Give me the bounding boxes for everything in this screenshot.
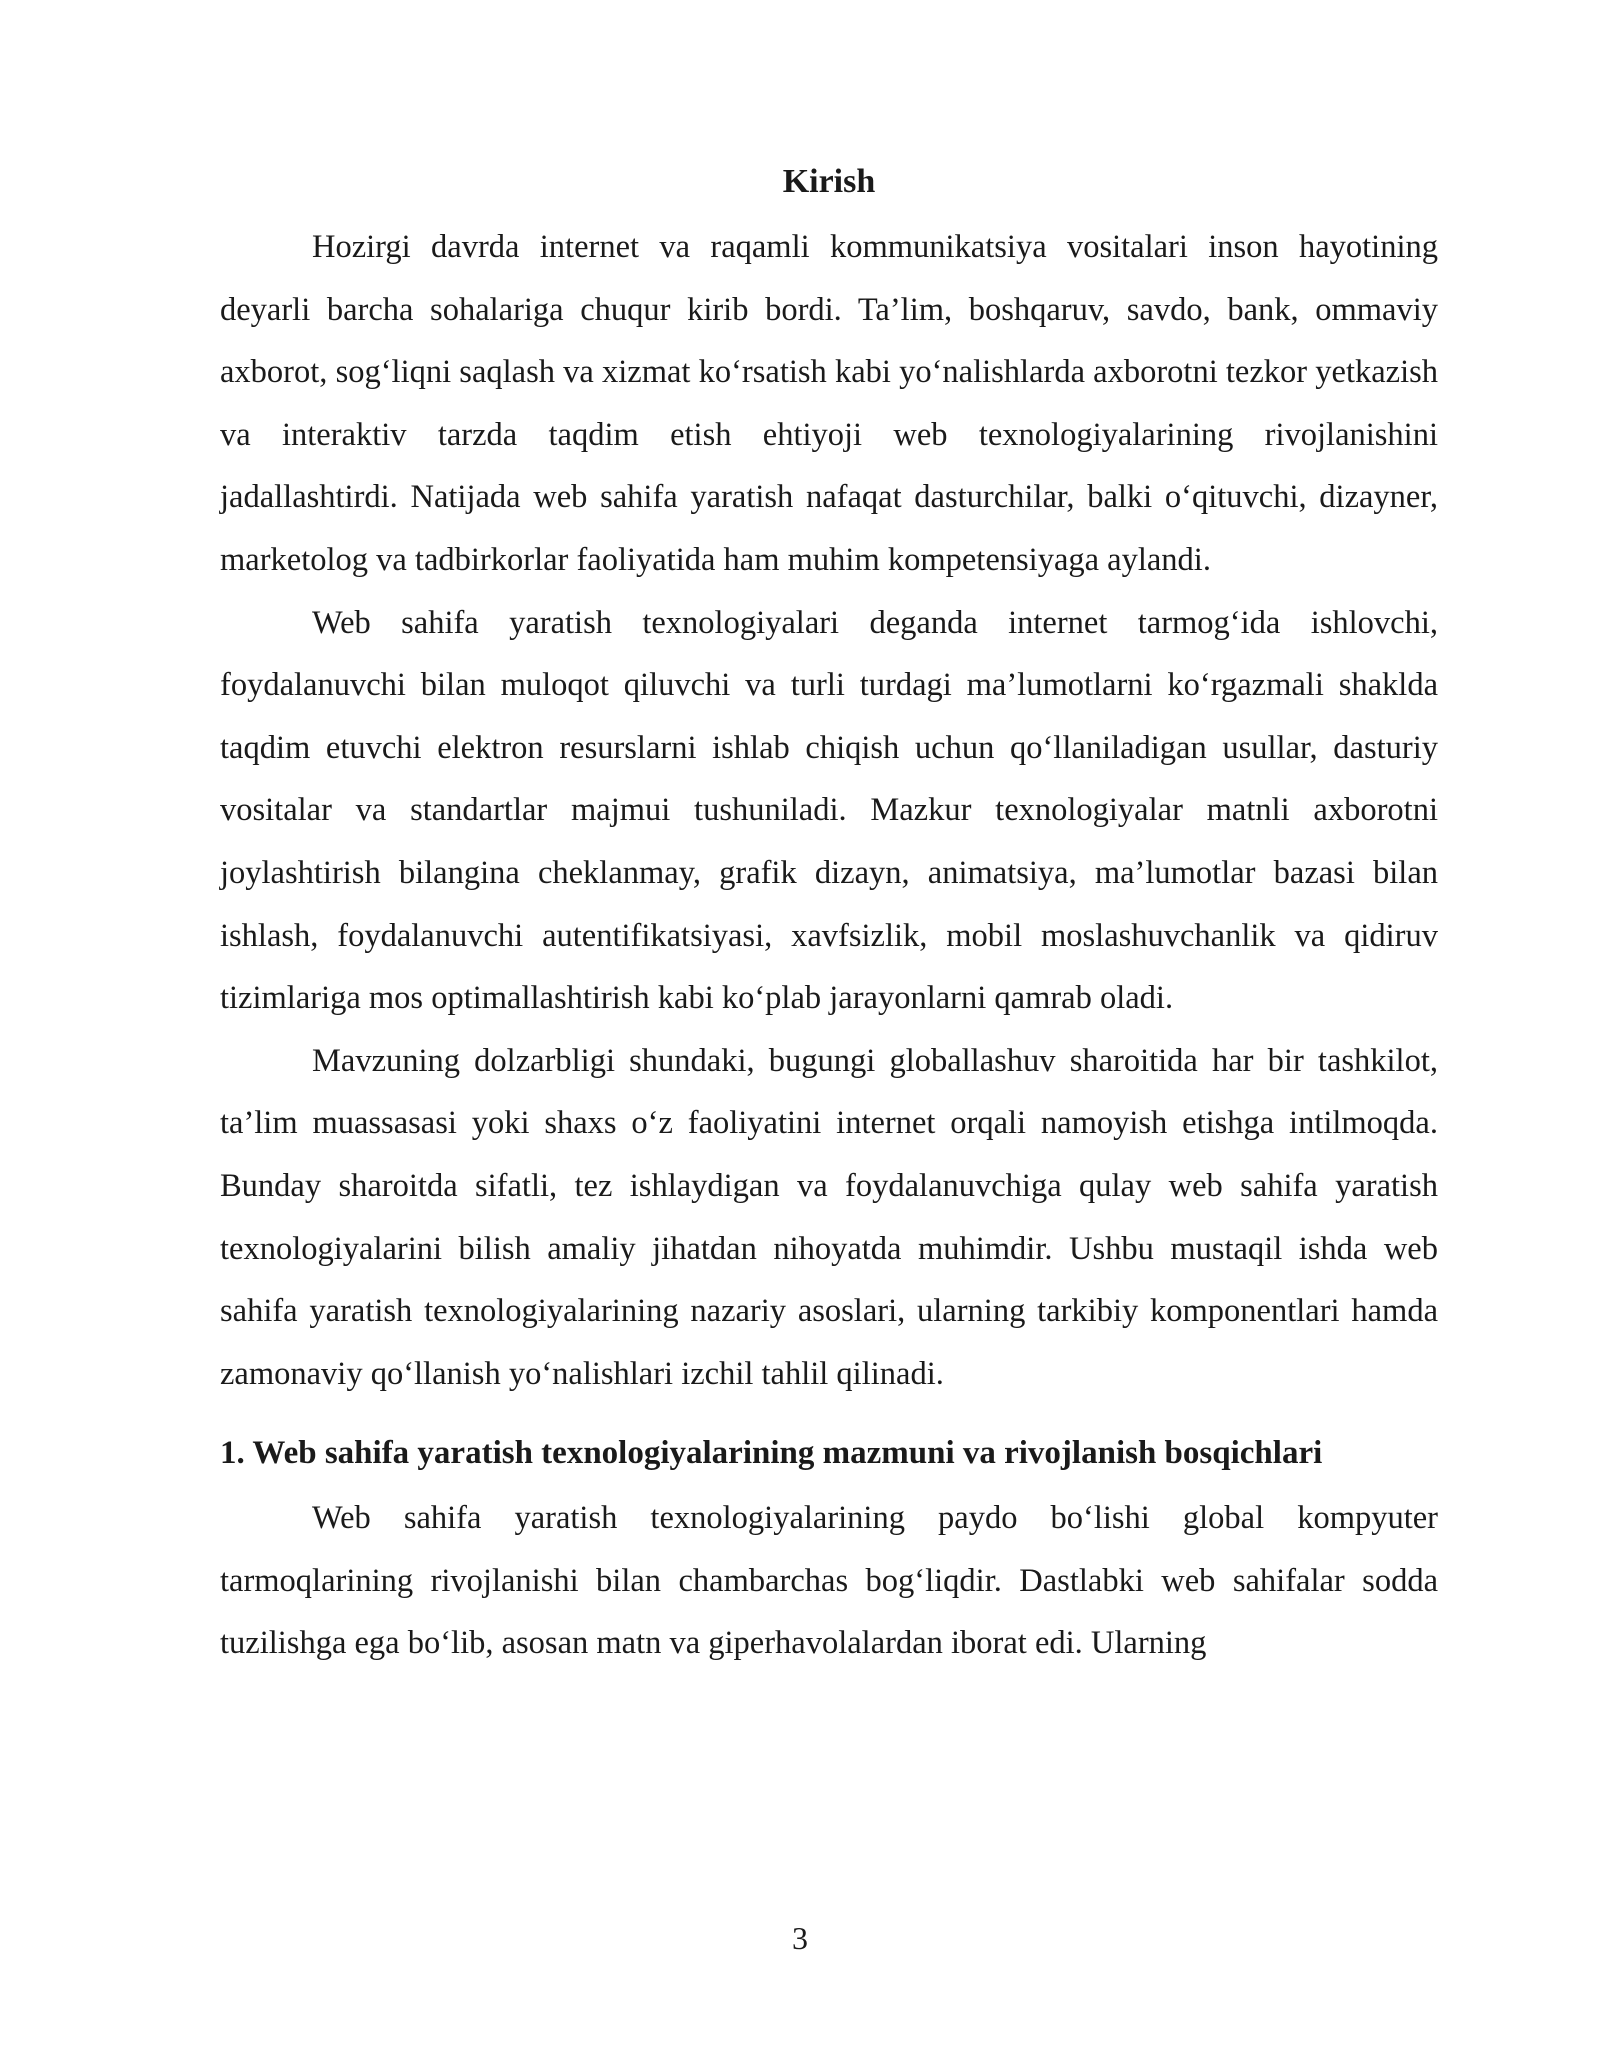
page-title: Kirish <box>782 163 876 200</box>
intro-paragraph-2: Web sahifa yaratish texnologiyalari deganda internet tarmog‘ida ishlovchi, foydalanuvchi bilan muloqot qiluvchi va turli turdagi ma’lumotlarni ko‘rgazmali shaklda taqdim etuvchi elektron resurslarni ishlab chiqish uchun qo‘llaniladigan usullar, dasturiy vositalar va standartlar majmui tushuniladi. Mazkur texnologiyalar matnli axborotni joylashtirish bilangina cheklanmay, grafik dizayn, animatsiya, ma’lumotlar bazasi bilan ishlash, foydalanuvchi autentifikatsiyasi, xavfsizlik, mobil moslashuvchanlik va qidiruv tizimlariga mos optimallashtirish kabi ko‘plab jarayonlarni qamrab oladi. <box>220 604 1438 1017</box>
intro-paragraph-3: Mavzuning dolzarbligi shundaki, bugungi globallashuv sharoitida har bir tashkilot, ta’lim muassasasi yoki shaxs o‘z faoliyatini internet orqali namoyish etishga intilmoqda. Bunday sharoitda sifatli, tez ishlaydigan va foydalanuvchiga qulay web sahifa yaratish texnologiyalarini bilish amaliy jihatdan nihoyatda muhimdir. Ushbu mustaqil ishda web sahifa yaratish texnologiyalarining nazariy asoslari, ularning tarkibiy komponentlari hamda zamonaviy qo‘llanish yo‘nalishlari izchil tahlil qilinadi. <box>220 1042 1438 1392</box>
page-number: 3 <box>792 1920 808 1956</box>
page-content <box>220 158 1438 1675</box>
intro-paragraph-1: Hozirgi davrda internet va raqamli kommunikatsiya vositalari inson hayotining deyarli barcha sohalariga chuqur kirib bordi. Ta’lim, boshqaruv, savdo, bank, ommaviy axborot, sog‘liqni saqlash va xizmat ko‘rsatish kabi yo‘nalishlarda axborotni tezkor yetkazish va interaktiv tarzda taqdim etish ehtiyoji web texnologiyalarining rivojlanishini jadallashtirdi. Natijada web sahifa yaratish nafaqat dasturchilar, balki o‘qituvchi, dizayner, marketolog va tadbirkorlar faoliyatida ham muhim kompetensiyaga aylandi. <box>220 229 1438 578</box>
section-paragraph-1: Web sahifa yaratish texnologiyalarining paydo bo‘lishi global kompyuter tarmoqlarining rivojlanishi bilan chambarchas bog‘liqdir. Dastlabki web sahifalar sodda tuzilishga ega bo‘lib, asosan matn va giperhavolalardan iborat edi. Ularning <box>220 1500 1438 1662</box>
section-heading: 1. Web sahifa yaratish texnologiyalarining mazmuni va rivojlanish bosqichlari <box>220 1435 1323 1472</box>
